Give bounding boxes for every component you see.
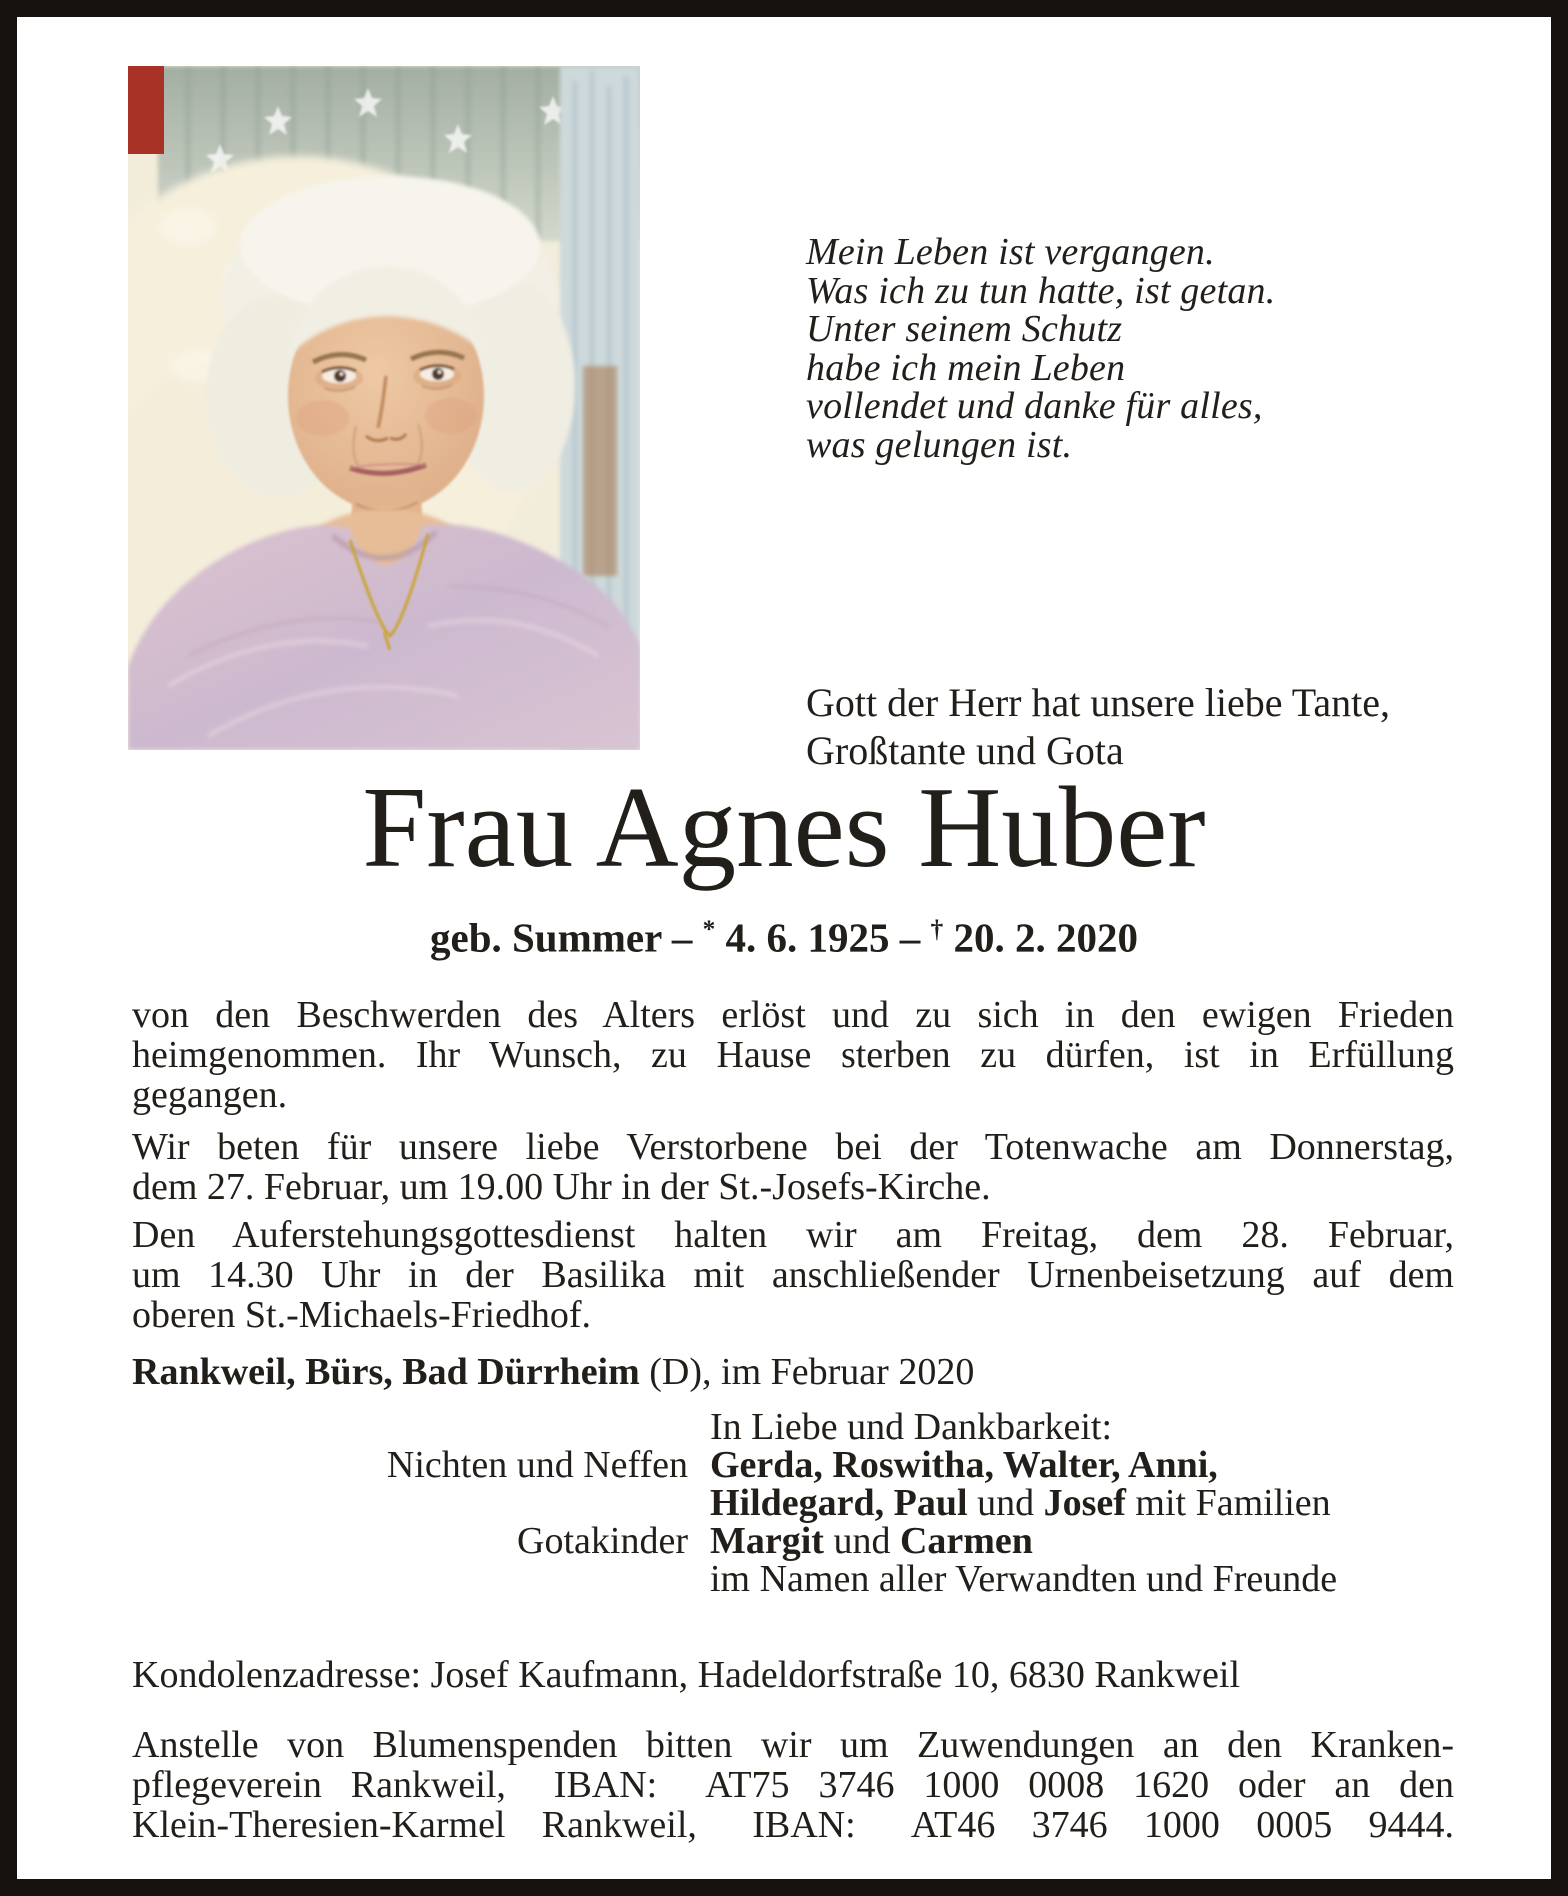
text-segment: (D), im Februar 2020 — [639, 1351, 975, 1393]
deceased-name: Frau Agnes Huber — [362, 764, 1206, 891]
text-line: Mein Leben ist vergangen. — [806, 231, 1215, 273]
text-line: was gelungen ist. — [806, 423, 1073, 466]
text-line: von den Beschwerden des Alters erlöst und zu sich in den ewigen Frieden — [132, 994, 1454, 1036]
mourner-names — [710, 1408, 1454, 1446]
birth-death-line — [0, 906, 1568, 961]
text-line: dem 27. Februar, um 19.00 Uhr in der St.-Josefs-Kirche. — [132, 1166, 991, 1208]
text-line: Unter seinem Schutz — [806, 308, 1123, 350]
relation-label — [132, 1408, 688, 1446]
text-line: Den Auferstehungsgottesdienst halten wir am Freitag, dem 28. Februar, — [132, 1214, 1454, 1256]
text-line: pflegeverein Rankweil, IBAN: AT75 3746 1000 0008 1620 oder an den — [132, 1764, 1454, 1806]
text-line: um 14.30 Uhr in der Basilika mit anschließender Urnenbeisetzung auf dem — [132, 1254, 1454, 1296]
text-segment: im Namen aller Verwandten und Freunde — [710, 1558, 1338, 1600]
mourners-list — [132, 1408, 1454, 1598]
text-line: Anstelle von Blumenspenden bitten wir um Zuwendungen an den Kranken- — [132, 1724, 1454, 1766]
text-line: vollendet und danke für alles, — [806, 385, 1263, 427]
donation-paragraph — [132, 1725, 1454, 1845]
text-segment: und — [967, 1482, 1044, 1524]
text-segment: geb. Summer – — [430, 914, 703, 961]
mourner-names — [710, 1446, 1454, 1484]
text-segment: und — [823, 1520, 900, 1562]
text-line: oberen St.-Michaels-Friedhof. — [132, 1294, 592, 1336]
text-segment: Gerda, Roswitha, Walter, Anni, — [710, 1444, 1218, 1486]
relation-label — [132, 1560, 688, 1598]
location-date-line — [132, 1352, 1454, 1392]
mourner-names — [710, 1522, 1454, 1560]
obituary-paragraph-1 — [132, 995, 1454, 1115]
text-line: Gott der Herr hat unsere liebe Tante, — [806, 680, 1391, 725]
announcement-intro — [806, 679, 1390, 775]
memorial-verse — [806, 233, 1275, 464]
text-line: Großtante und Gota — [806, 728, 1124, 773]
obituary-paragraph-3 — [132, 1215, 1454, 1335]
text-segment: In Liebe und Dankbarkeit: — [710, 1406, 1113, 1448]
text-line: heimgenommen. Ihr Wunsch, zu Hause sterben zu dürfen, ist in Erfüllung — [132, 1034, 1454, 1076]
text-segment: mit Familien — [1125, 1482, 1331, 1524]
text-segment: Rankweil, Bürs, Bad Dürrheim — [132, 1351, 640, 1393]
text-line: Was ich zu tun hatte, ist getan. — [806, 269, 1276, 312]
text-segment: 20. 2. 2020 — [943, 914, 1138, 961]
portrait-illustration — [128, 66, 640, 750]
relation-label — [132, 1484, 688, 1522]
text-segment: Carmen — [899, 1520, 1033, 1562]
text-segment: Hildegard, Paul — [710, 1482, 968, 1524]
portrait-photo — [128, 66, 640, 750]
relation-label: Gotakinder — [517, 1520, 688, 1562]
text-segment: * — [702, 915, 716, 943]
text-line: Wir beten für unsere liebe Verstorbene bei der Totenwache am Donnerstag, — [132, 1126, 1454, 1168]
condolence-address-line: Kondolenzadresse: Josef Kaufmann, Hadeldorfstraße 10, 6830 Rankweil — [132, 1654, 1241, 1696]
text-segment: Josef — [1043, 1482, 1126, 1524]
text-segment: 4. 6. 1925 – — [715, 914, 931, 961]
text-line: habe ich mein Leben — [806, 346, 1126, 389]
relation-label: Nichten und Neffen — [386, 1444, 688, 1486]
text-line: Klein-Theresien-Karmel Rankweil, IBAN: AT46 3746 1000 0005 9444. — [132, 1804, 1454, 1846]
mourner-names — [710, 1484, 1454, 1522]
text-segment: Margit — [710, 1520, 824, 1562]
obituary-paragraph-2 — [132, 1127, 1454, 1207]
text-segment: † — [930, 915, 944, 943]
text-line: gegangen. — [132, 1074, 288, 1116]
mourner-names — [710, 1560, 1454, 1598]
